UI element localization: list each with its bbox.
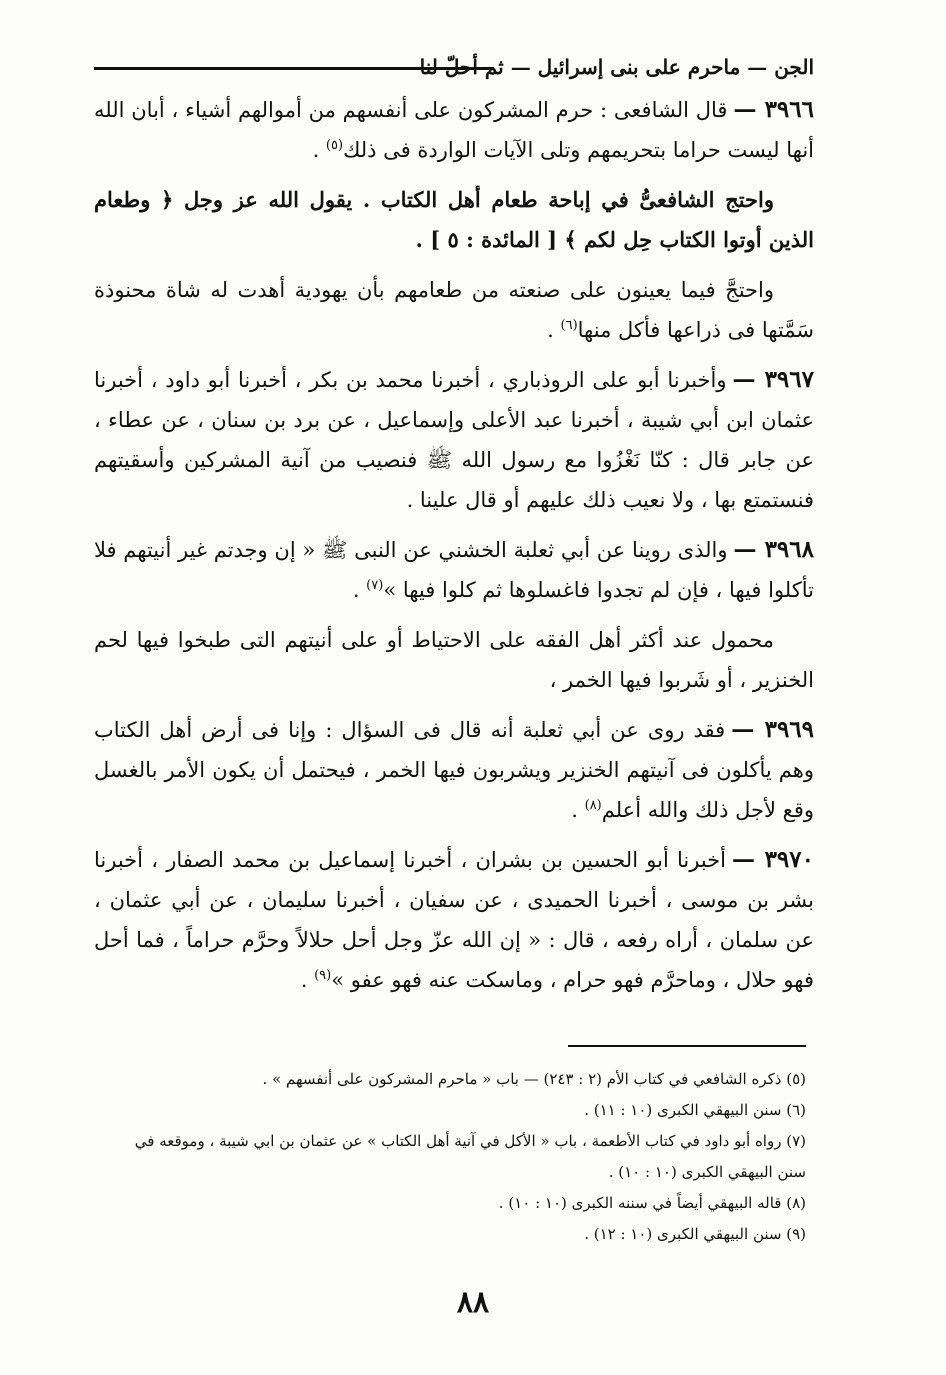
header-rule (94, 67, 494, 70)
footnote-rule (568, 1045, 806, 1047)
paragraph-3968 (94, 530, 814, 610)
paragraph-text: واحتج الشافعىُّ في إباحة طعام أهل الكتاب . يقول الله عز وجل ﴿ وطعام الذين أوتوا الكتاب حِل لكم ﴾ [ المائدة : ٥ ] . (94, 187, 814, 252)
paragraph-text: محمول عند أكثر أهل الفقه على الاحتياط أو على أنيتهم التى طبخوا فيها لحم الخنزير ، أو شَربوا فيها الخمر ، (94, 628, 814, 692)
paragraph-text: وأخبرنا أبو على الروذباري ، أخبرنا محمد بن بكر ، أخبرنا أبو داود ، أخبرنا عثمان ابن أبي شيبة ، أخبرنا عبد الأعلى وإسماعيل ، عن برد بن سنان ، عن عطاء ، عن جابر قال : كنّا نَغْزُوا مع رسول الله ﷺ فنصيب من آنية المشركين وأسقيتهم فنستمتع بها ، ولا نعيب ذلك عليهم أو قال علينا . (94, 368, 814, 512)
paragraph-tail: . (312, 138, 326, 162)
paragraph-ihtijaj-1 (94, 180, 814, 260)
footnote-ref: (٥) (325, 138, 344, 153)
paragraph-3966 (94, 90, 814, 170)
paragraph-tail: . (352, 578, 367, 602)
paragraph-3967 (94, 360, 814, 520)
footnote-7: (٧) رواه أبو داود في كتاب الأطعمة ، باب « الأكل في آنية أهل الكتاب » عن عثمان بن ابي شيبة ، وموقعه في سنن البيهقي الكبرى (١٠ : ١٠) . (134, 1132, 806, 1181)
paragraph-text: واحتجَّ فيما يعينون على صنعته من طعامهم بأن يهودية أهدت له شاة محنوذة سَمَّتها فى ذراعها فأكل منها (94, 278, 814, 342)
paragraph-ihtijaj-2 (94, 270, 814, 350)
paragraph-text: والذى روينا عن أبي ثعلبة الخشني عن النبى ﷺ « إن وجدتم غير أنيتهم فلا تأكلوا فيها ، فإن لم تجدوا فاغسلوها ثم كلوا فيها » (94, 538, 814, 602)
footnote-ref: (٩) (314, 968, 332, 983)
paragraph-3970 (94, 840, 814, 1000)
paragraph-mahmul (94, 620, 814, 700)
footnote-9: (٩) سنن البيهقي الكبرى (١٠ : ١٢) . (584, 1225, 806, 1243)
paragraph-tail: . (300, 968, 315, 992)
footnote-ref: (٨) (584, 798, 602, 813)
paragraph-text: أخبرنا أبو الحسين بن بشران ، أخبرنا إسماعيل بن محمد الصفار ، أخبرنا بشر بن موسى ، أخبرنا الحميدى ، عن سفيان ، أخبرنا سليمان ، عن أبي عثمان ، عن سلمان ، أراه رفعه ، قال : « إن الله عزّ وجل أحل حلالاً وحرَّم حراماً ، فما أحل فهو حلال ، وماحرَّم فهو حرام ، وماسكت عنه فهو عفو » (94, 848, 814, 992)
page-number: ٨٨ (456, 1285, 490, 1320)
footnote-6: (٦) سنن البيهقي الكبرى (١٠ : ١١) . (584, 1101, 806, 1119)
paragraph-tail: . (547, 318, 561, 342)
paragraph-tail: . (571, 798, 585, 822)
paragraph-text: قال الشافعى : حرم المشركون على أنفسهم من أموالهم أشياء ، أبان الله أنها ليست حراما بتحريمهم وتلى الآيات الواردة فى ذلك (94, 98, 814, 162)
footnotes (106, 1064, 806, 1250)
hadith-number: ٣٩٦٦ — (733, 96, 814, 123)
paragraph-text: فقد روى عن أبي ثعلبة أنه قال فى السؤال : وإنا فى أرض أهل الكتاب وهم يأكلون فى آنيتهم الخنزير ويشربون فيها الخمر ، فيحتمل أن يكون الأمر بالغسل وقع لأجل ذلك والله أعلم (94, 718, 814, 822)
main-text (94, 90, 814, 1010)
footnote-ref: (٦) (560, 318, 578, 333)
hadith-number: ٣٩٦٧ — (732, 366, 814, 393)
running-header: الجن — ماحرم على بنى إسرائيل — ثم أحلّ لنا (419, 55, 814, 79)
footnote-8: (٨) قاله البيهقي أيضاً في سننه الكبرى (١٠ : ١٠) . (498, 1194, 806, 1212)
footnote-ref: (٧) (366, 578, 384, 593)
hadith-number: ٣٩٦٨ — (733, 536, 814, 563)
paragraph-3969 (94, 710, 814, 830)
hadith-number: ٣٩٦٩ — (731, 716, 815, 743)
hadith-number: ٣٩٧٠ — (732, 846, 814, 873)
footnote-5: (٥) ذكره الشافعي في كتاب الأم (٢ : ٢٤٣) — باب « ماحرم المشركون على أنفسهم » . (262, 1070, 806, 1088)
